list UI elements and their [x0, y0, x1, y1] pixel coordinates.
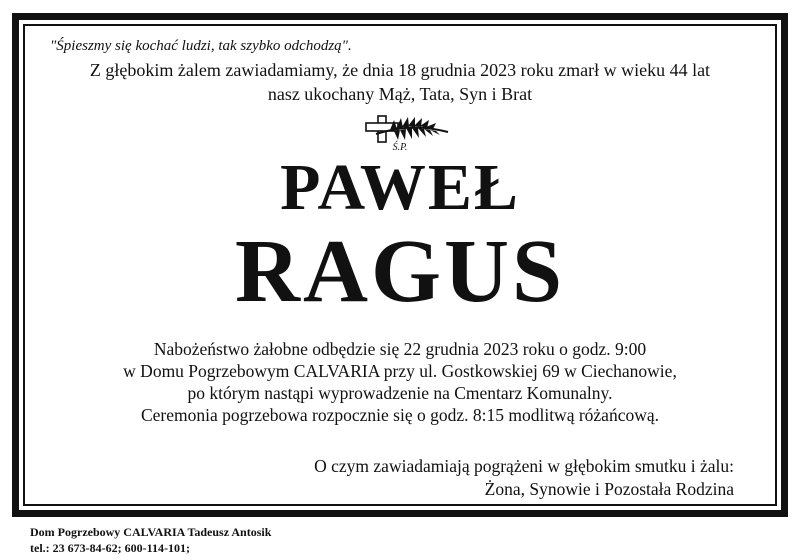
service-line-1: Nabożeństwo żałobne odbędzie się 22 grudnia 2023 roku o godz. 9:00 — [153, 339, 647, 359]
service-line-2: w Domu Pogrzebowym CALVARIA przy ul. Gostkowskiej 69 w Ciechanowie, — [123, 361, 677, 381]
deceased-last-name: RAGUS — [234, 222, 566, 321]
deceased-first-name: PAWEŁ — [280, 151, 520, 224]
sp-abbreviation: Ś.P. — [392, 142, 408, 153]
announcement-line-1: Z głębokim żalem zawiadamiamy, że dnia 18 grudnia 2023 roku zmarł w wieku 44 lat — [89, 60, 711, 80]
opening-quote: "Śpieszmy się kochać ludzi, tak szybko odchodzą". — [50, 38, 352, 54]
closing-line-2: Żona, Synowie i Pozostała Rodzina — [484, 479, 734, 499]
announcement-line-2: nasz ukochany Mąż, Tata, Syn i Brat — [267, 84, 533, 104]
funeral-home-name: Dom Pogrzebowy CALVARIA Tadeusz Antosik — [30, 525, 272, 539]
service-line-3: po którym nastąpi wyprowadzenie na Cmentarz Komunalny. — [187, 383, 613, 403]
funeral-home-phone: tel.: 23 673-84-62; 600-114-101; — [30, 541, 190, 555]
closing-line-1: O czym zawiadamiają pogrążeni w głębokim smutku i żalu: — [314, 456, 734, 476]
service-line-4: Ceremonia pogrzebowa rozpocznie się o godz. 8:15 modlitwą różańcową. — [140, 405, 659, 425]
